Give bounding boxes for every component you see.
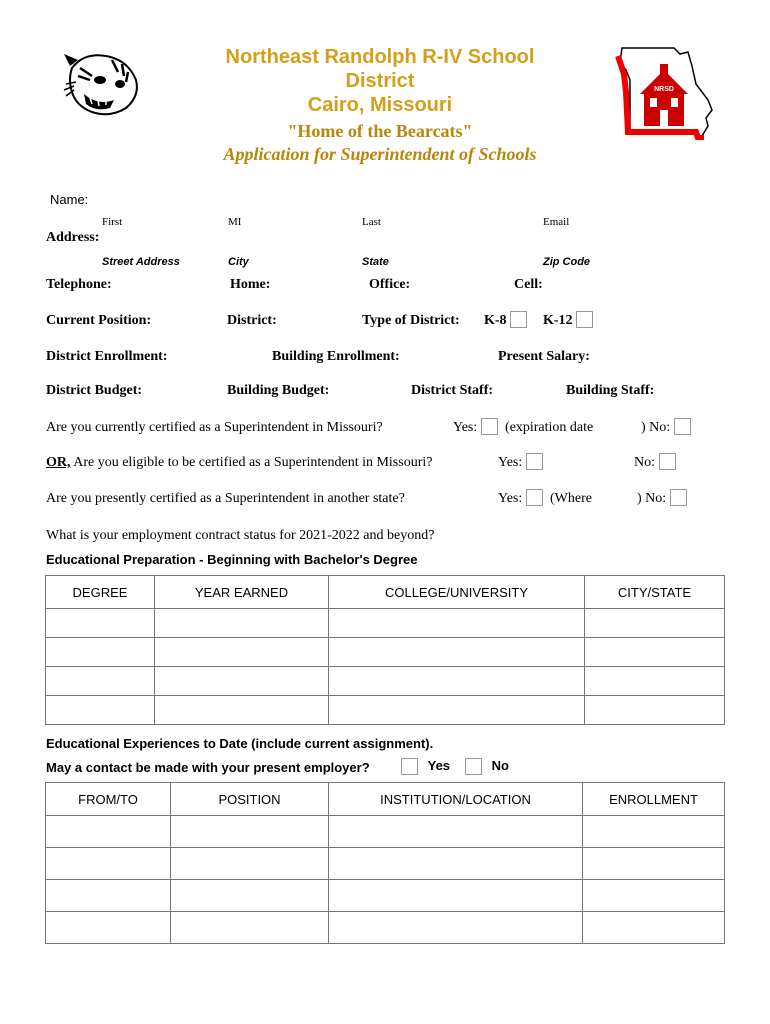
col-institution: INSTITUTION/LOCATION	[329, 783, 583, 816]
current-position-label: Current Position:	[46, 313, 152, 328]
contact-yes-checkbox[interactable]	[401, 758, 418, 775]
logo-text: NRSD	[654, 86, 674, 93]
q1-text: Are you currently certified as a Superintendent in Missouri?	[46, 420, 383, 435]
table-cell[interactable]	[155, 638, 329, 667]
col-enrollment: ENROLLMENT	[583, 783, 725, 816]
experience-heading: Educational Experiences to Date (include current assignment).	[46, 736, 434, 751]
table-row	[46, 609, 725, 638]
table-cell[interactable]	[155, 609, 329, 638]
col-college: COLLEGE/UNIVERSITY	[329, 576, 585, 609]
q3-no-checkbox[interactable]	[670, 489, 687, 506]
table-cell[interactable]	[583, 912, 725, 944]
experience-table	[45, 782, 725, 944]
building-staff-label: Building Staff:	[566, 383, 655, 398]
table-cell[interactable]	[46, 816, 171, 848]
k8-label: K-8	[484, 313, 507, 328]
table-cell[interactable]	[329, 696, 585, 725]
home-phone-label: Home:	[230, 277, 271, 292]
last-name-caption: Last	[362, 216, 381, 228]
street-caption: Street Address	[102, 256, 180, 268]
table-row	[46, 638, 725, 667]
q2-no-checkbox[interactable]	[659, 453, 676, 470]
q1-yes-option[interactable]	[453, 420, 498, 436]
table-cell[interactable]	[585, 609, 725, 638]
table-cell[interactable]	[585, 638, 725, 667]
table-cell[interactable]	[46, 667, 155, 696]
q2-row	[46, 455, 432, 471]
motto: "Home of the Bearcats"	[287, 121, 473, 141]
k12-checkbox[interactable]	[576, 311, 593, 328]
cell-phone-label: Cell:	[514, 277, 543, 292]
contact-yes-option[interactable]	[401, 758, 450, 775]
table-cell[interactable]	[329, 912, 583, 944]
city-caption: City	[228, 256, 249, 268]
building-enrollment-label: Building Enrollment:	[272, 349, 400, 364]
table-cell[interactable]	[46, 880, 171, 912]
q2-or: OR,	[46, 455, 71, 470]
q2-yes-option[interactable]	[498, 455, 543, 471]
district-type-label: Type of District:	[362, 313, 460, 328]
q3-no-label: ) No:	[637, 491, 667, 506]
col-year-earned: YEAR EARNED	[155, 576, 329, 609]
q3-yes-checkbox[interactable]	[526, 489, 543, 506]
k8-checkbox[interactable]	[510, 311, 527, 328]
district-label: District:	[227, 313, 277, 328]
col-position: POSITION	[171, 783, 329, 816]
school-location: Cairo, Missouri	[307, 94, 453, 116]
q1-no-checkbox[interactable]	[674, 418, 691, 435]
contact-yes-label: Yes	[427, 758, 451, 773]
table-cell[interactable]	[329, 609, 585, 638]
table-cell[interactable]	[171, 912, 329, 944]
q1-yes-checkbox[interactable]	[481, 418, 498, 435]
q2-yes-label: Yes:	[498, 455, 523, 470]
address-label: Address:	[46, 230, 100, 245]
q3-yes-option[interactable]	[498, 491, 543, 507]
school-district: District	[345, 70, 415, 92]
table-cell[interactable]	[583, 880, 725, 912]
education-heading: Educational Preparation - Beginning with Bachelor's Degree	[46, 552, 418, 567]
table-cell[interactable]	[585, 667, 725, 696]
state-caption: State	[362, 256, 389, 268]
present-salary-label: Present Salary:	[498, 349, 590, 364]
q2-no-label: No:	[634, 455, 655, 470]
contact-no-checkbox[interactable]	[465, 758, 482, 775]
table-cell[interactable]	[155, 696, 329, 725]
building-budget-label: Building Budget:	[227, 383, 330, 398]
table-cell[interactable]	[583, 816, 725, 848]
name-label: Name:	[50, 192, 89, 207]
col-city-state: CITY/STATE	[585, 576, 725, 609]
q3-where-label: (Where	[550, 491, 592, 506]
table-row	[46, 912, 725, 944]
table-cell[interactable]	[329, 848, 583, 880]
table-cell[interactable]	[46, 638, 155, 667]
table-cell[interactable]	[46, 912, 171, 944]
q1-no-option[interactable]	[641, 420, 691, 436]
missouri-schoolhouse-logo	[612, 40, 718, 140]
table-row	[46, 880, 725, 912]
table-cell[interactable]	[171, 848, 329, 880]
telephone-label: Telephone:	[46, 277, 112, 292]
table-row	[46, 667, 725, 696]
col-degree: DEGREE	[46, 576, 155, 609]
table-cell[interactable]	[329, 667, 585, 696]
school-name: Northeast Randolph R-IV School	[225, 46, 535, 68]
table-row	[46, 696, 725, 725]
k8-option[interactable]	[484, 313, 527, 329]
q2-text: Are you eligible to be certified as a Superintendent in Missouri?	[73, 455, 433, 470]
q2-no-option[interactable]	[634, 455, 676, 471]
table-cell[interactable]	[46, 609, 155, 638]
table-cell[interactable]	[583, 848, 725, 880]
zip-caption: Zip Code	[543, 256, 591, 268]
contact-question: May a contact be made with your present employer?	[46, 760, 370, 775]
table-cell[interactable]	[585, 696, 725, 725]
q1-yes-label: Yes:	[453, 420, 478, 435]
table-cell[interactable]	[155, 667, 329, 696]
mi-caption: MI	[228, 216, 242, 228]
q3-text: Are you presently certified as a Superintendent in another state?	[46, 491, 405, 506]
q1-no-label: ) No:	[641, 420, 671, 435]
q4-text: What is your employment contract status for 2021-2022 and beyond?	[46, 528, 435, 543]
k12-label: K-12	[543, 313, 573, 328]
k12-option[interactable]	[543, 313, 593, 329]
table-row	[46, 816, 725, 848]
q2-yes-checkbox[interactable]	[526, 453, 543, 470]
table-cell[interactable]	[329, 638, 585, 667]
table-row	[46, 848, 725, 880]
office-phone-label: Office:	[369, 277, 411, 292]
q3-no-option[interactable]	[637, 491, 687, 507]
q1-expiration-label: (expiration date	[505, 420, 594, 435]
table-cell[interactable]	[46, 696, 155, 725]
col-from-to: FROM/TO	[46, 783, 171, 816]
table-cell[interactable]	[171, 880, 329, 912]
table-cell[interactable]	[329, 880, 583, 912]
district-enrollment-label: District Enrollment:	[46, 349, 168, 364]
email-caption: Email	[543, 216, 570, 228]
education-table	[45, 575, 725, 725]
table-cell[interactable]	[171, 816, 329, 848]
table-cell[interactable]	[46, 848, 171, 880]
form-title: Application for Superintendent of Schools	[223, 144, 537, 164]
q3-yes-label: Yes:	[498, 491, 523, 506]
first-name-caption: First	[102, 216, 123, 228]
contact-no-label: No	[491, 758, 509, 773]
contact-no-option[interactable]	[465, 758, 509, 775]
table-cell[interactable]	[329, 816, 583, 848]
bearcat-logo	[62, 46, 142, 118]
district-budget-label: District Budget:	[46, 383, 143, 398]
district-staff-label: District Staff:	[411, 383, 494, 398]
